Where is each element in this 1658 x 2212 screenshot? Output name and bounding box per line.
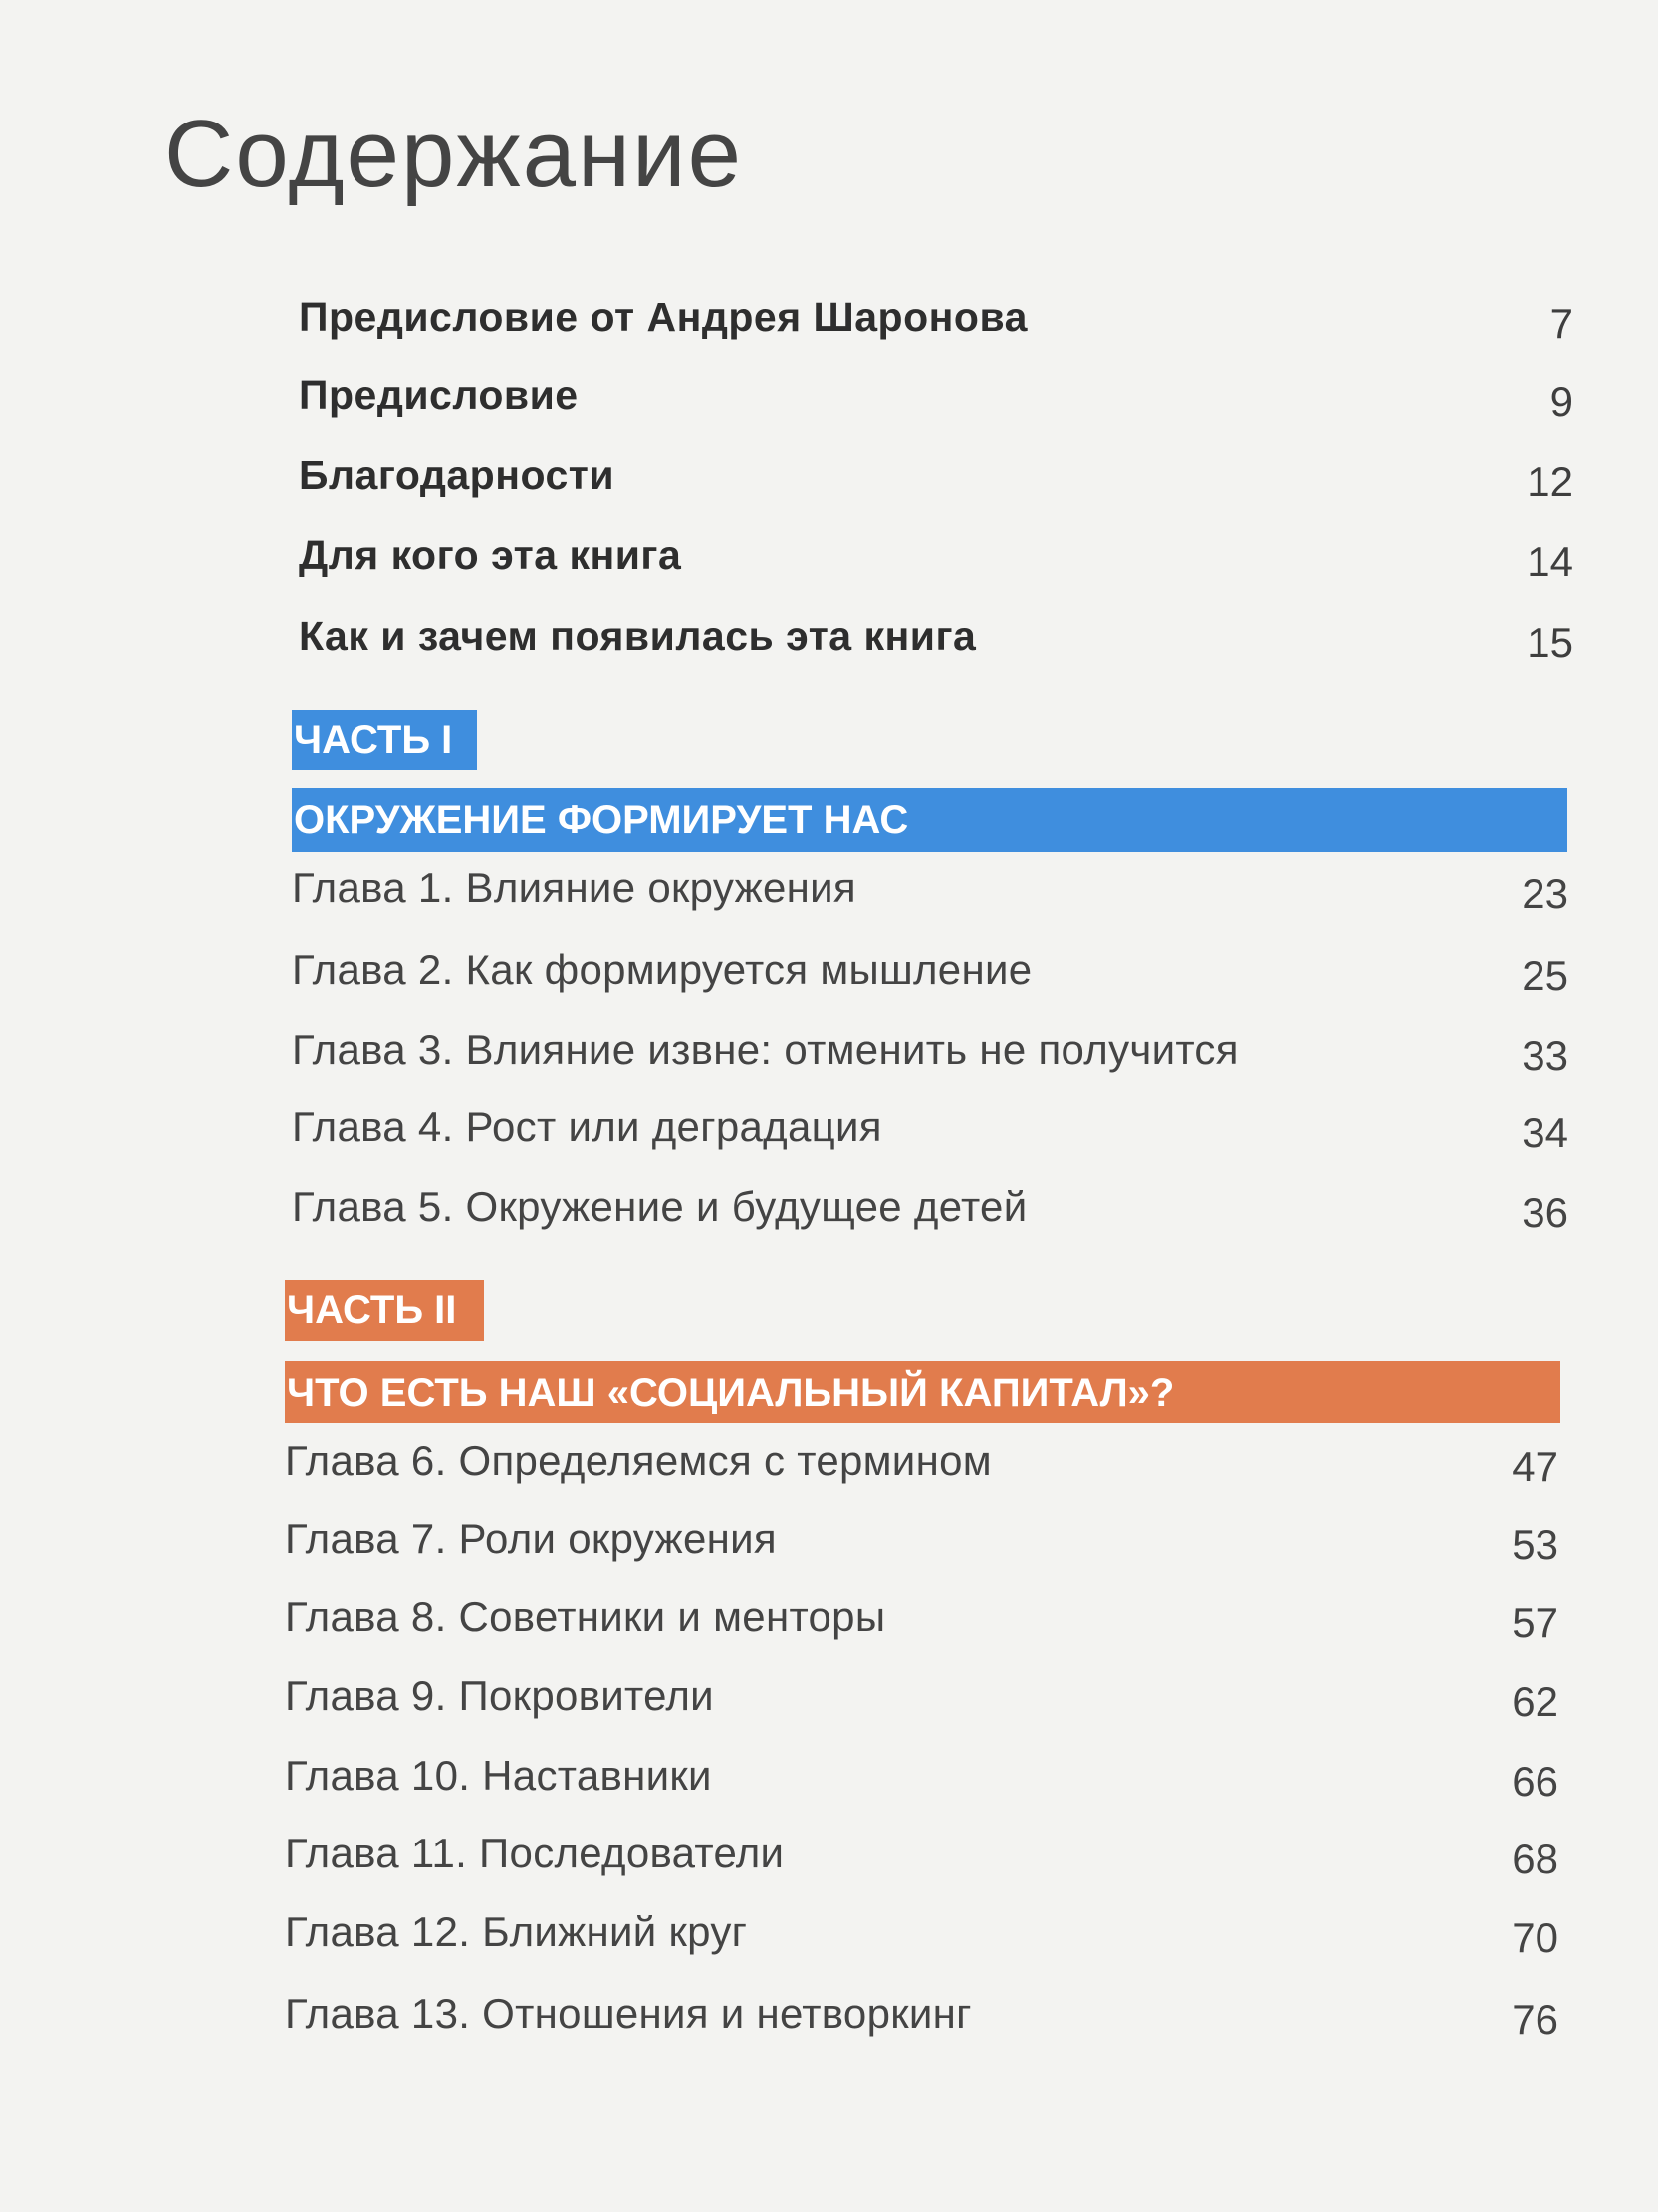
toc-entry [0, 452, 1658, 512]
chapter-page: 70 [1512, 1914, 1558, 1961]
toc-entry-page: 7 [1549, 300, 1573, 347]
part-1-title: ОКРУЖЕНИЕ ФОРМИРУЕТ НАС [292, 788, 1567, 852]
part-2-title: ЧТО ЕСТЬ НАШ «СОЦИАЛЬНЫЙ КАПИТАЛ»? [285, 1361, 1560, 1423]
chapter-page: 66 [1512, 1758, 1558, 1805]
chapter-page: 76 [1512, 1996, 1558, 2043]
toc-entry-label: Для кого эта книга [299, 532, 682, 578]
chapter-page: 47 [1512, 1443, 1558, 1490]
chapter-page: 34 [1522, 1109, 1568, 1156]
chapter-label: Глава 11. Последователи [285, 1830, 785, 1876]
chapter-label: Глава 10. Наставники [285, 1752, 712, 1799]
chapter-page: 25 [1522, 952, 1568, 999]
toc-chapter [0, 1026, 1658, 1086]
toc-entry [0, 614, 1658, 673]
chapter-label: Глава 4. Рост или деградация [292, 1104, 882, 1150]
chapter-page: 57 [1512, 1599, 1558, 1646]
toc-entry-label: Благодарности [299, 452, 615, 498]
toc-chapter [0, 1830, 1658, 1889]
chapter-page: 68 [1512, 1836, 1558, 1882]
toc-chapter [0, 1990, 1658, 2050]
toc-entry-page: 14 [1527, 538, 1573, 585]
toc-chapter [0, 1104, 1658, 1163]
chapter-page: 53 [1512, 1521, 1558, 1568]
page-title: Содержание [164, 101, 744, 207]
toc-entry-page: 9 [1549, 378, 1573, 425]
toc-chapter [0, 1594, 1658, 1653]
chapter-label: Глава 2. Как формируется мышление [292, 946, 1033, 993]
chapter-label: Глава 8. Советники и менторы [285, 1594, 886, 1640]
toc-entry [0, 372, 1658, 432]
toc-chapter [0, 1183, 1658, 1243]
toc-chapter [0, 1515, 1658, 1575]
toc-entry-label: Предисловие от Андрея Шаронова [299, 294, 1028, 340]
toc-chapter [0, 1437, 1658, 1497]
chapter-label: Глава 3. Влияние извне: отменить не получится [292, 1026, 1239, 1073]
toc-chapter [0, 946, 1658, 1006]
toc-chapter [0, 1752, 1658, 1812]
part-2-tag: ЧАСТЬ II [285, 1280, 484, 1341]
toc-entry-label: Как и зачем появилась эта книга [299, 614, 977, 659]
chapter-label: Глава 13. Отношения и нетворкинг [285, 1990, 972, 2037]
part-1-tag: ЧАСТЬ I [292, 710, 477, 770]
chapter-page: 23 [1522, 870, 1568, 917]
chapter-label: Глава 1. Влияние окружения [292, 864, 856, 911]
toc-chapter [0, 864, 1658, 924]
chapter-label: Глава 6. Определяемся с термином [285, 1437, 992, 1484]
chapter-page: 36 [1522, 1189, 1568, 1236]
toc-entry-page: 15 [1527, 619, 1573, 666]
toc-entry [0, 532, 1658, 592]
toc-chapter [0, 1672, 1658, 1732]
toc-entry-page: 12 [1527, 458, 1573, 505]
toc-entry [0, 294, 1658, 354]
chapter-label: Глава 7. Роли окружения [285, 1515, 777, 1562]
chapter-page: 62 [1512, 1678, 1558, 1725]
toc-entry-label: Предисловие [299, 372, 579, 418]
toc-chapter [0, 1908, 1658, 1968]
chapter-label: Глава 9. Покровители [285, 1672, 714, 1719]
chapter-label: Глава 12. Ближний круг [285, 1908, 748, 1955]
chapter-page: 33 [1522, 1032, 1568, 1079]
chapter-label: Глава 5. Окружение и будущее детей [292, 1183, 1028, 1230]
